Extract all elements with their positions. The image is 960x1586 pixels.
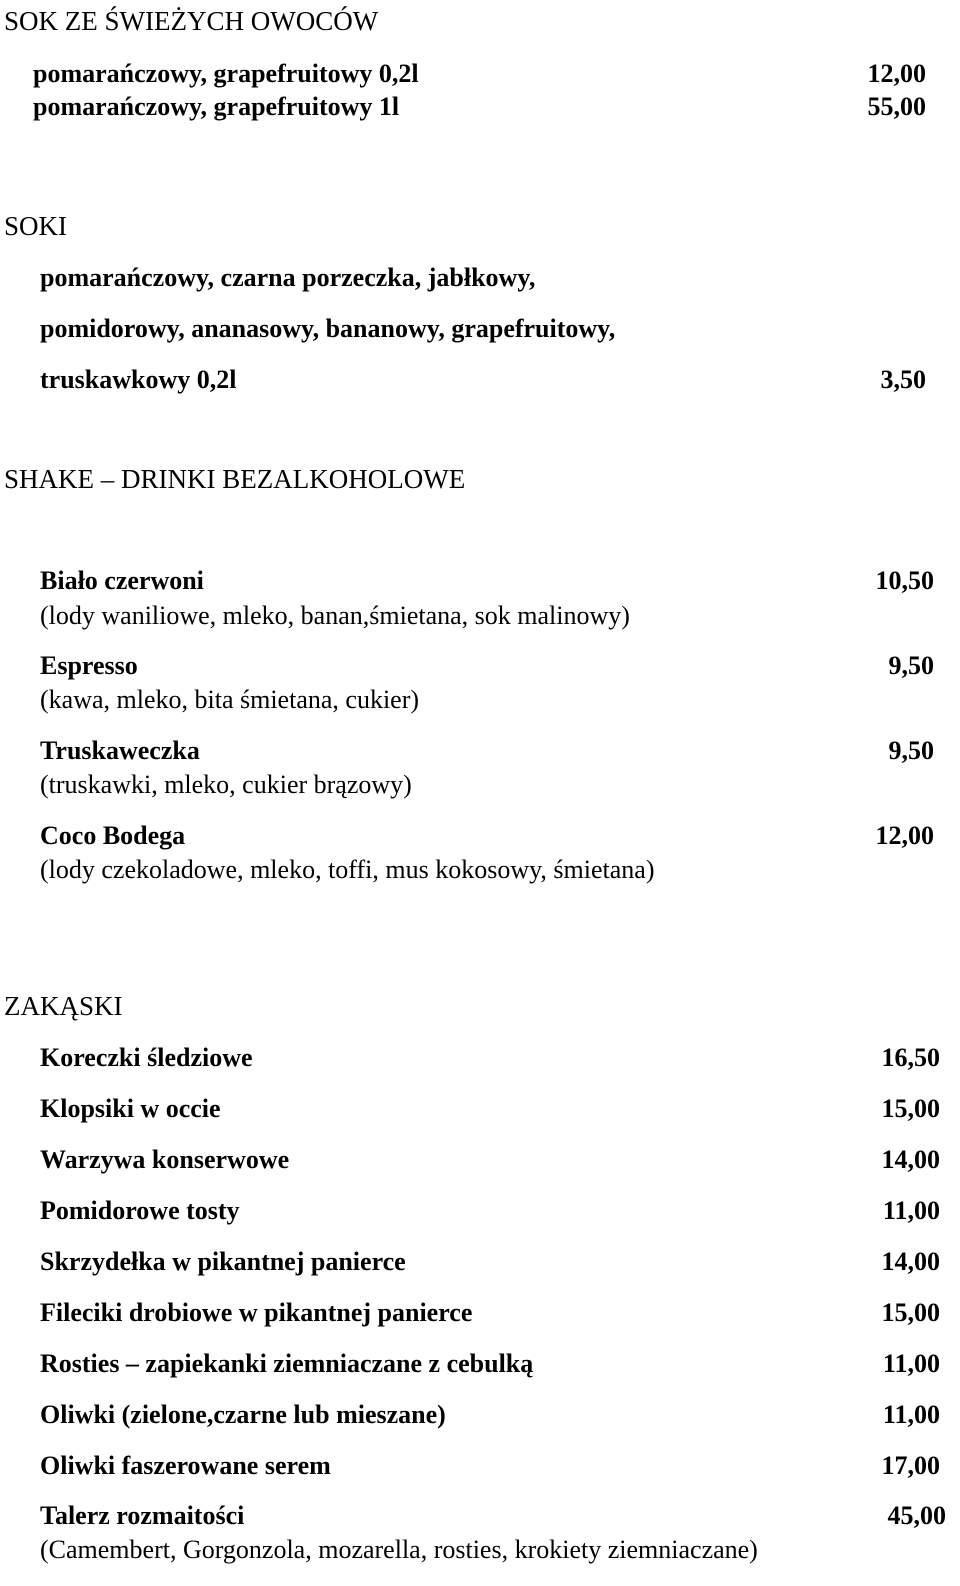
menu-item-name: Klopsiki w occie [40, 1094, 221, 1123]
menu-item-name: Rosties – zapiekanki ziemniaczane z cebulką [40, 1349, 534, 1378]
menu-item-price: 45,00 [887, 1501, 946, 1530]
menu-item-price: 9,50 [888, 651, 934, 680]
menu-item-price: 55,00 [867, 92, 926, 121]
menu-item-desc: (Camembert, Gorgonzola, mozarella, rosties, krokiety ziemniaczane) [40, 1535, 758, 1564]
menu-item-price: 15,00 [881, 1094, 940, 1123]
menu-item-name: Oliwki (zielone,czarne lub mieszane) [40, 1400, 446, 1429]
menu-item-desc: (lody waniliowe, mleko, banan,śmietana, sok malinowy) [40, 601, 630, 630]
menu-item-price: 16,50 [881, 1043, 940, 1072]
menu-item-desc: (truskawki, mleko, cukier brązowy) [40, 770, 412, 799]
menu-item-name: pomarańczowy, grapefruitowy 1l [33, 92, 400, 121]
menu-item-name: Espresso [40, 651, 138, 680]
juice-price: 3,50 [880, 365, 926, 394]
section-heading-juices: SOKI [4, 211, 68, 241]
section-heading-fresh-juice: SOK ZE ŚWIEŻYCH OWOCÓW [4, 6, 379, 36]
menu-item-price: 17,00 [881, 1451, 940, 1480]
section-heading-shakes: SHAKE – DRINKI BEZALKOHOLOWE [4, 464, 466, 494]
menu-item-name: Oliwki faszerowane serem [40, 1451, 331, 1480]
menu-item-price: 12,00 [867, 59, 926, 88]
section-heading-snacks: ZAKĄSKI [4, 991, 123, 1021]
menu-item-price: 11,00 [882, 1196, 940, 1225]
menu-item-desc: (lody czekoladowe, mleko, toffi, mus kokosowy, śmietana) [40, 855, 655, 884]
menu-item-name: Talerz rozmaitości [40, 1501, 245, 1530]
menu-item-name: Fileciki drobiowe w pikantnej panierce [40, 1298, 473, 1327]
juice-line: pomarańczowy, czarna porzeczka, jabłkowy, [40, 263, 536, 292]
menu-item-price: 15,00 [881, 1298, 940, 1327]
menu-item-price: 10,50 [875, 566, 934, 595]
juice-line: pomidorowy, ananasowy, bananowy, grapefruitowy, [40, 314, 616, 343]
menu-item-name: Pomidorowe tosty [40, 1196, 240, 1225]
menu-item-name: Koreczki śledziowe [40, 1043, 253, 1072]
menu-item-name: Skrzydełka w pikantnej panierce [40, 1247, 406, 1276]
menu-item-name: Biało czerwoni [40, 566, 204, 595]
menu-item-price: 11,00 [882, 1349, 940, 1378]
juice-line: truskawkowy 0,2l [40, 365, 237, 394]
menu-item-price: 14,00 [881, 1247, 940, 1276]
menu-item-name: Warzywa konserwowe [40, 1145, 290, 1174]
menu-item-price: 11,00 [882, 1400, 940, 1429]
menu-item-price: 9,50 [888, 736, 934, 765]
menu-item-desc: (kawa, mleko, bita śmietana, cukier) [40, 685, 420, 714]
menu-item-price: 12,00 [875, 821, 934, 850]
menu-item-name: pomarańczowy, grapefruitowy 0,2l [33, 59, 419, 88]
menu-item-name: Coco Bodega [40, 821, 186, 850]
menu-item-name: Truskaweczka [40, 736, 200, 765]
menu-item-price: 14,00 [881, 1145, 940, 1174]
